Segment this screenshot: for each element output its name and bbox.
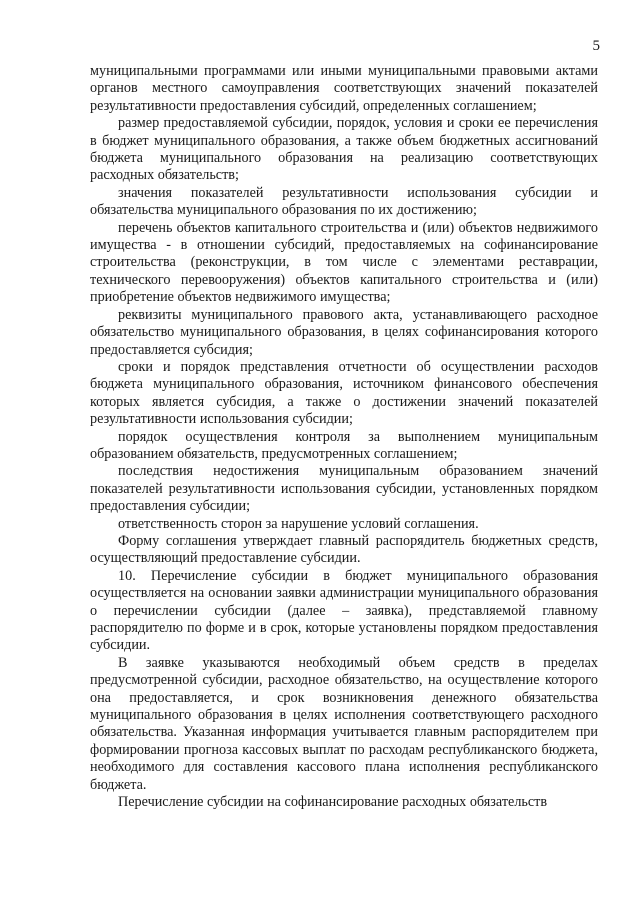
paragraph: муниципальными программами или иными муниципальными правовыми актами органов местного самоуправления соответствующих значений показателей результативности предоставления субсидий, определенных соглашением; <box>90 63 598 114</box>
paragraph: значения показателей результативности использования субсидии и обязательства муниципального образования по их достижению; <box>90 184 598 219</box>
paragraph: порядок осуществления контроля за выполнением муниципальным образованием обязательств, предусмотренных соглашением; <box>90 428 598 462</box>
paragraph: ответственность сторон за нарушение условий соглашения. <box>118 515 479 532</box>
page-number: 5 <box>592 38 600 54</box>
paragraph: реквизиты муниципального правового акта, устанавливающего расходное обязательство муниципального образования, в целях софинансирования которого предоставляется субсидия; <box>90 306 598 358</box>
body-text <box>90 63 598 811</box>
paragraph: перечень объектов капитального строительства и (или) объектов недвижимого имущества - в отношении субсидий, предоставляемых на софинансирование строительства (реконструкции, в том числе с элементами реставрации, технического перевооружения) объектов капитального строительства и (или) приобретение объектов недвижимого имущества; <box>90 219 598 306</box>
paragraph: В заявке указываются необходимый объем средств в пределах предусмотренной субсидии, расходное обязательство, на осуществление которого она предоставляется, и срок возникновения денежного обязательства муниципального образования в целях исполнения соответствующего расходного обязательства. Указанная информация учитывается главным распорядителем при формировании прогноза кассовых выплат по расходам республиканского бюджета, необходимого для составления кассового плана исполнения республиканского бюджета. <box>90 654 598 793</box>
paragraph: 10. Перечисление субсидии в бюджет муниципального образования осуществляется на основании заявки администрации муниципального образования о перечислении субсидии (далее – заявка), представляемой главному распорядителю по форме и в срок, которые установлены порядком предоставления субсидии. <box>90 567 598 654</box>
paragraph: Перечисление субсидии на софинансирование расходных обязательств <box>118 794 548 811</box>
paragraph: последствия недостижения муниципальным образованием значений показателей результативности использования субсидии, установленных порядком предоставления субсидии; <box>90 463 598 515</box>
paragraph: размер предоставляемой субсидии, порядок, условия и сроки ее перечисления в бюджет муниципального образования, а также объем бюджетных ассигнований бюджета муниципального образования на реализацию соответствующих расходных обязательств; <box>90 115 598 184</box>
paragraph: Форму соглашения утверждает главный распорядитель бюджетных средств, осуществляющий предоставление субсидии. <box>90 532 598 567</box>
paragraph: сроки и порядок представления отчетности об осуществлении расходов бюджета муниципального образования, источником финансового обеспечения которых является субсидия, а также о достижении значений показателей результативности использования субсидии; <box>90 358 598 428</box>
